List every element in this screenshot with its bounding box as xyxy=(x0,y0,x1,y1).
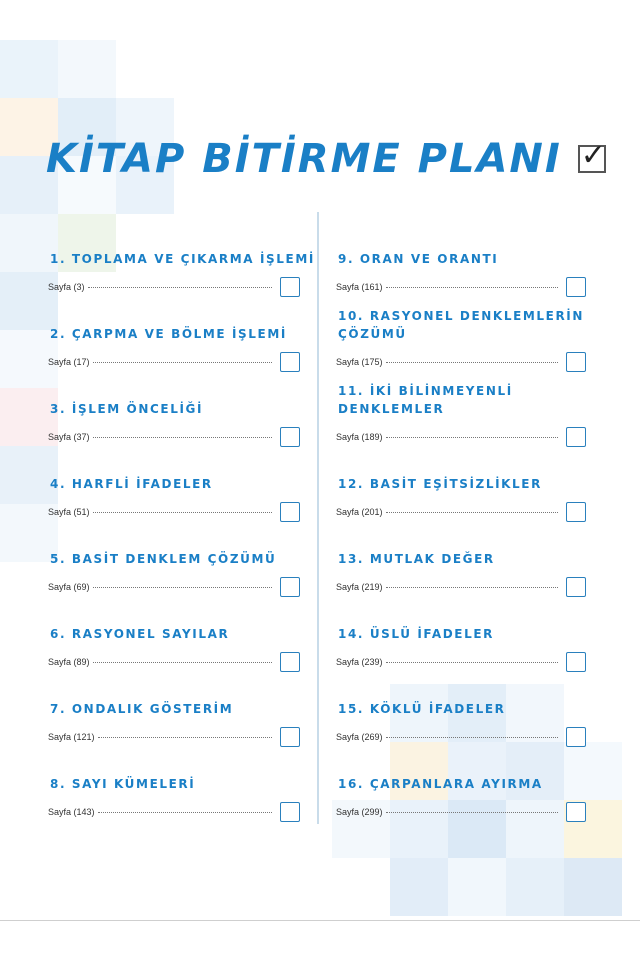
page-reference: Sayfa (269) xyxy=(336,732,383,742)
chapter-item xyxy=(334,607,588,682)
page-reference: Sayfa (51) xyxy=(48,507,90,517)
page-line xyxy=(336,807,558,817)
chapter-checkbox[interactable] xyxy=(566,802,586,822)
title-checkmark-icon: ✓ xyxy=(578,145,606,173)
page-line xyxy=(48,507,272,517)
chapter-heading: 8. SAYI KÜMELERİ xyxy=(50,777,196,791)
chapter-heading: 16. ÇARPANLARA AYIRMA xyxy=(338,777,543,791)
page-reference: Sayfa (201) xyxy=(336,507,383,517)
chapter-item xyxy=(334,532,588,607)
page-reference: Sayfa (161) xyxy=(336,282,383,292)
dotted-leader xyxy=(98,737,272,738)
page-line xyxy=(336,657,558,667)
chapter-item xyxy=(46,457,302,532)
dotted-leader xyxy=(93,587,272,588)
dotted-leader xyxy=(386,362,558,363)
chapter-checkbox[interactable] xyxy=(280,352,300,372)
dotted-leader xyxy=(93,437,272,438)
page-reference: Sayfa (37) xyxy=(48,432,90,442)
chapter-checkbox[interactable] xyxy=(566,427,586,447)
chapter-heading: 5. BASİT DENKLEM ÇÖZÜMÜ xyxy=(50,552,277,566)
page-line xyxy=(48,807,272,817)
page-line xyxy=(336,582,558,592)
page-title: KİTAP BİTİRME PLANI xyxy=(46,136,562,182)
chapter-item xyxy=(46,532,302,607)
dotted-leader xyxy=(386,812,558,813)
chapter-heading: 12. BASİT EŞİTSİZLİKLER xyxy=(338,477,542,491)
chapter-heading: 2. ÇARPMA VE BÖLME İŞLEMİ xyxy=(50,327,287,341)
dotted-leader xyxy=(93,512,272,513)
chapter-heading: 11. İKİ BİLİNMEYENLİ DENKLEMLER xyxy=(338,384,513,416)
chapter-item xyxy=(334,682,588,757)
page-line xyxy=(336,507,558,517)
page-reference: Sayfa (189) xyxy=(336,432,383,442)
chapter-checkbox[interactable] xyxy=(566,727,586,747)
chapter-checkbox[interactable] xyxy=(280,802,300,822)
dotted-leader xyxy=(386,737,558,738)
chapter-heading: 6. RASYONEL SAYILAR xyxy=(50,627,230,641)
chapter-checkbox[interactable] xyxy=(566,652,586,672)
chapter-item xyxy=(46,607,302,682)
title-row xyxy=(46,136,606,182)
page-reference: Sayfa (143) xyxy=(48,807,95,817)
chapter-heading: 4. HARFLİ İFADELER xyxy=(50,477,213,491)
page-reference: Sayfa (89) xyxy=(48,657,90,667)
chapter-heading: 14. ÜSLÜ İFADELER xyxy=(338,627,494,641)
chapter-heading: 1. TOPLAMA VE ÇIKARMA İŞLEMİ xyxy=(50,252,315,266)
page-line xyxy=(336,732,558,742)
page-line xyxy=(48,282,272,292)
chapter-checkbox[interactable] xyxy=(280,652,300,672)
chapter-checkbox[interactable] xyxy=(280,277,300,297)
column-divider xyxy=(317,212,319,824)
page-line xyxy=(48,732,272,742)
chapter-heading: 10. RASYONEL DENKLEMLERİN ÇÖZÜMÜ xyxy=(338,309,585,341)
page-line xyxy=(48,582,272,592)
page-reference: Sayfa (3) xyxy=(48,282,85,292)
chapter-checkbox[interactable] xyxy=(280,502,300,522)
chapter-item xyxy=(46,307,302,382)
dotted-leader xyxy=(386,662,558,663)
chapter-item xyxy=(334,457,588,532)
right-column xyxy=(334,232,588,832)
dotted-leader xyxy=(93,662,272,663)
dotted-leader xyxy=(98,812,272,813)
chapter-checkbox[interactable] xyxy=(566,277,586,297)
left-column xyxy=(46,232,315,832)
chapter-checkbox[interactable] xyxy=(280,427,300,447)
chapter-item xyxy=(334,757,588,832)
page-line xyxy=(336,357,558,367)
chapter-item xyxy=(46,232,315,307)
chapter-heading: 13. MUTLAK DEĞER xyxy=(338,552,495,566)
dotted-leader xyxy=(93,362,272,363)
page-reference: Sayfa (239) xyxy=(336,657,383,667)
page-line xyxy=(336,432,558,442)
page-line xyxy=(336,282,558,292)
chapter-item xyxy=(334,307,588,382)
chapter-heading: 3. İŞLEM ÖNCELİĞİ xyxy=(50,402,204,416)
page-line xyxy=(48,432,272,442)
chapter-heading: 9. ORAN VE ORANTI xyxy=(338,252,499,266)
page-reference: Sayfa (299) xyxy=(336,807,383,817)
dotted-leader xyxy=(386,437,558,438)
dotted-leader xyxy=(386,587,558,588)
page-reference: Sayfa (17) xyxy=(48,357,90,367)
chapter-item xyxy=(46,682,302,757)
chapter-heading: 15. KÖKLÜ İFADELER xyxy=(338,702,506,716)
chapter-checkbox[interactable] xyxy=(566,502,586,522)
page-reference: Sayfa (219) xyxy=(336,582,383,592)
page-line xyxy=(48,357,272,367)
dotted-leader xyxy=(386,512,558,513)
chapter-checkbox[interactable] xyxy=(566,352,586,372)
footer-divider xyxy=(0,920,640,921)
dotted-leader xyxy=(88,287,272,288)
page-reference: Sayfa (69) xyxy=(48,582,90,592)
dotted-leader xyxy=(386,287,558,288)
chapter-item xyxy=(334,232,588,307)
page-reference: Sayfa (175) xyxy=(336,357,383,367)
chapter-checkbox[interactable] xyxy=(566,577,586,597)
page-line xyxy=(48,657,272,667)
chapter-heading: 7. ONDALIK GÖSTERİM xyxy=(50,702,234,716)
chapter-checkbox[interactable] xyxy=(280,577,300,597)
chapter-item xyxy=(46,757,302,832)
chapter-item xyxy=(334,382,588,457)
page-reference: Sayfa (121) xyxy=(48,732,95,742)
chapter-item xyxy=(46,382,302,457)
chapter-checkbox[interactable] xyxy=(280,727,300,747)
